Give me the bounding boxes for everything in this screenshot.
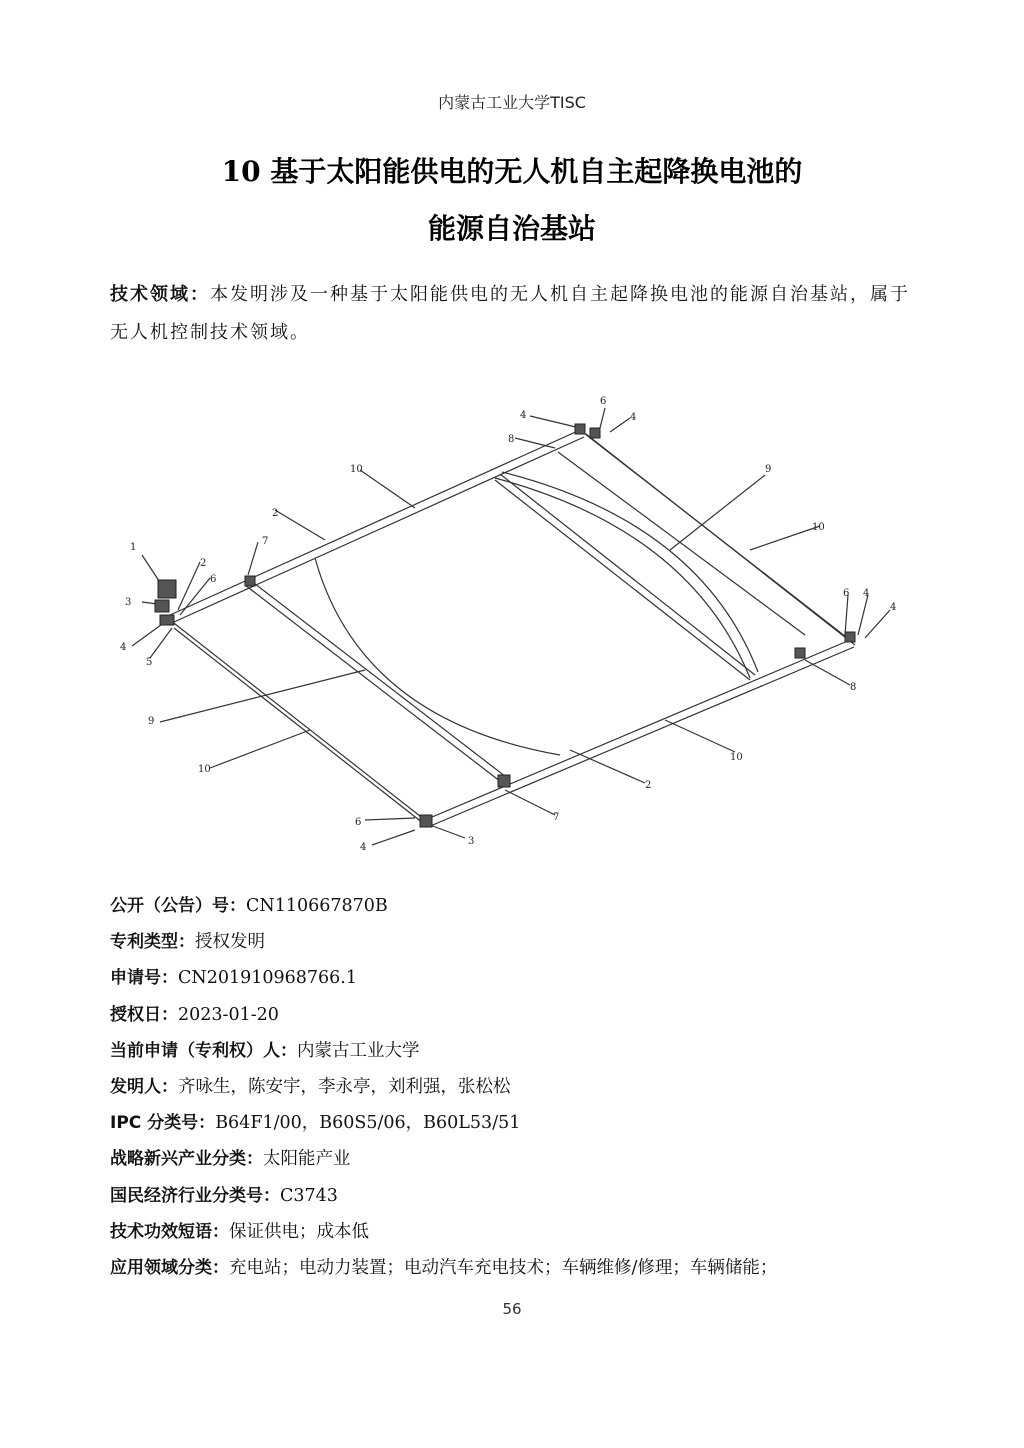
meta-tech-effect: 技术功效短语：保证供电；成本低 — [110, 1221, 369, 1242]
part-label-6: 6 — [843, 588, 850, 599]
meta-patentee: 当前申请（专利权）人：内蒙古工业大学 — [110, 1040, 420, 1061]
part-label-2: 2 — [645, 780, 652, 791]
meta-application-number: 申请号：CN201910968766.1 — [110, 968, 358, 989]
part-label-1: 1 — [130, 542, 137, 553]
document-title-line2: 能源自治基站 — [427, 212, 596, 245]
part-label-7: 7 — [553, 812, 560, 823]
document-title-line1: 10 基于太阳能供电的无人机自主起降换电池的 — [221, 155, 803, 188]
part-label-3: 3 — [468, 836, 475, 847]
part-label-4: 4 — [630, 412, 637, 423]
part-label-8: 8 — [850, 682, 857, 693]
part-label-4: 4 — [520, 410, 527, 421]
part-label-10: 10 — [198, 764, 211, 775]
meta-strategic-industry: 战略新兴产业分类：太阳能产业 — [110, 1149, 351, 1170]
part-label-8: 8 — [508, 434, 515, 445]
meta-application-field: 应用领域分类：充电站；电动力装置；电动汽车充电技术；车辆维修/修理；车辆储能； — [110, 1257, 778, 1278]
part-label-7: 7 — [262, 536, 269, 547]
part-label-3: 3 — [125, 597, 132, 608]
part-label-5: 5 — [146, 657, 153, 668]
meta-national-industry: 国民经济行业分类号：C3743 — [110, 1185, 338, 1206]
tech-field-text: 本发明涉及一种基于太阳能供电的无人机自主起降换电池的能源自治基站，属于无人机控制技术领域。 — [110, 284, 910, 343]
meta-publication-number: 公开（公告）号：CN110667870B — [110, 896, 388, 916]
part-label-10: 10 — [812, 522, 825, 533]
part-label-10: 10 — [350, 464, 363, 475]
part-label-4: 4 — [890, 602, 897, 613]
page-number: 56 — [502, 1300, 522, 1318]
tech-field-paragraph — [110, 276, 920, 352]
part-label-9: 9 — [765, 464, 772, 475]
part-label-2: 2 — [200, 558, 207, 569]
meta-grant-date: 授权日：2023-01-20 — [110, 1004, 279, 1025]
part-label-10: 10 — [730, 752, 743, 763]
part-label-6: 6 — [210, 574, 217, 585]
meta-ipc: IPC 分类号：B64F1/00，B60S5/06，B60L53/51 — [110, 1113, 521, 1134]
patent-drawing — [110, 390, 910, 870]
part-label-6: 6 — [600, 396, 607, 407]
part-label-4: 4 — [120, 642, 127, 653]
meta-inventors: 发明人：齐咏生，陈安宇，李永亭，刘利强，张松松 — [110, 1076, 511, 1097]
part-label-4: 4 — [863, 588, 870, 599]
part-label-6: 6 — [355, 817, 362, 828]
part-label-9: 9 — [148, 716, 155, 727]
page-header: 内蒙古工业大学TISC — [438, 93, 586, 112]
meta-patent-type: 专利类型：授权发明 — [110, 932, 265, 953]
patent-metadata — [110, 888, 940, 1286]
part-label-4: 4 — [360, 842, 367, 853]
part-label-2: 2 — [272, 508, 279, 519]
tech-field-label: 技术领域： — [110, 284, 210, 305]
